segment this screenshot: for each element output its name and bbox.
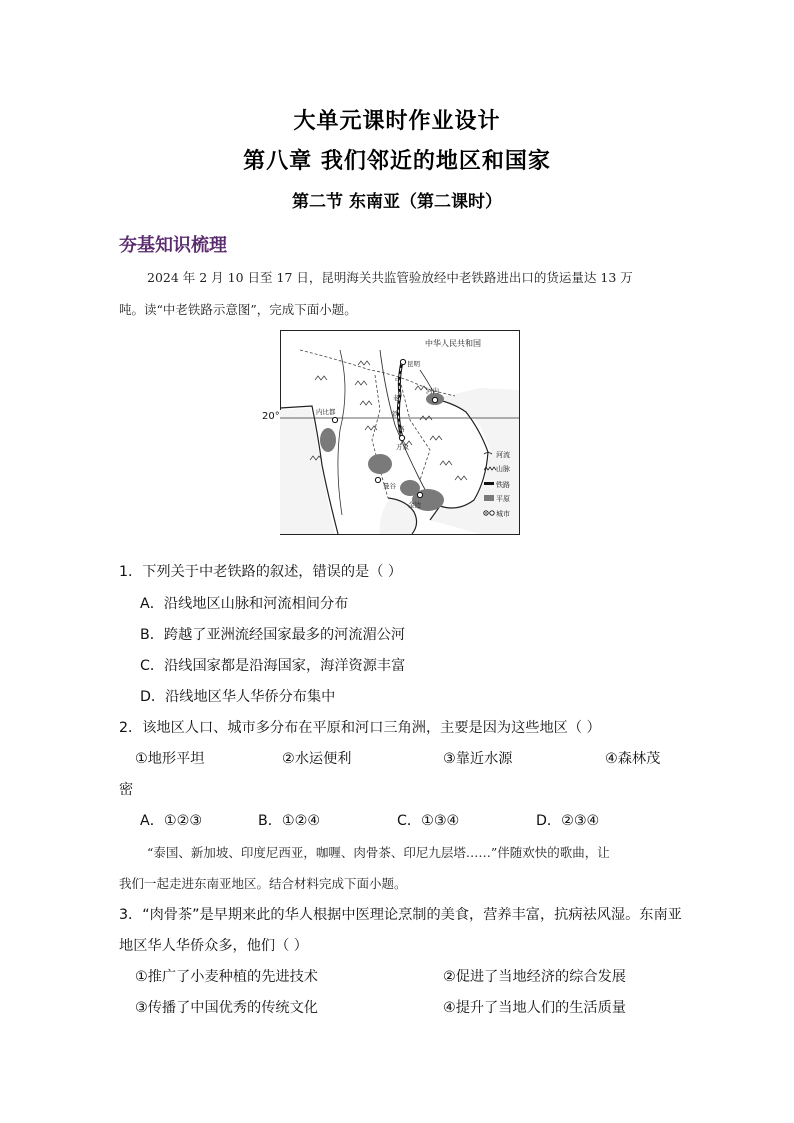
q2-item-3: ③靠近水源 (443, 751, 513, 767)
q3-stem-line-1: 3．“肉骨茶”是早期来此的华人根据中医理论烹制的美食，营养丰富，抗病祛风湿。东南亚 (119, 907, 682, 923)
map-latitude-text: 20° (262, 411, 280, 422)
intro-paragraph-1-line-2: 吨。读“中老铁路示意图”，完成下面小题。 (119, 302, 357, 317)
q1-option-b: B．跨越了亚洲流经国家最多的河流湄公河 (140, 627, 406, 643)
legend-city: 城市 (496, 510, 510, 518)
section-heading: 夯基知识梳理 (119, 235, 227, 256)
plain-irrawaddy (320, 428, 336, 452)
section-title: 第二节 东南亚（第二课时） (292, 192, 502, 212)
q1-option-a: A．沿线地区山脉和河流相间分布 (140, 596, 349, 612)
map-country-label: 中华人民共和国 (425, 339, 481, 348)
city-phnom-penh (417, 492, 422, 497)
q3-item-4: ④提升了当地人们的生活质量 (443, 1000, 626, 1016)
q3-item-3: ③传播了中国优秀的传统文化 (135, 1000, 318, 1016)
city-vientiane (399, 435, 404, 440)
intro-paragraph-1-line-1: 2024 年 2 月 10 日至 17 日，昆明海关共监管验放经中老铁路进出口的货运量达 13 万 (147, 270, 633, 285)
q2-item-4: ④森林茂 (605, 751, 661, 767)
city-label-phnom-penh: 金边 (408, 501, 421, 509)
q3-item-1: ①推广了小麦种植的先进技术 (135, 969, 318, 985)
city-label-kunming: 昆明 (407, 360, 420, 368)
q2-item-2: ②水运便利 (282, 751, 352, 767)
document-title: 大单元课时作业设计 (293, 109, 501, 134)
plain-cambodia (400, 480, 420, 496)
city-kunming (400, 359, 405, 364)
city-label-hanoi: 河内 (426, 387, 439, 395)
city-label-naypyidaw: 内比都 (316, 408, 336, 416)
q3-stem-line-2: 地区华人华侨众多，他们（ ） (119, 938, 308, 954)
city-bangkok (375, 477, 380, 482)
legend-railway-symbol (484, 482, 494, 485)
plain-chao-phraya (368, 454, 392, 474)
railway-char-4: 路 (398, 425, 405, 433)
legend-railway: 铁路 (496, 481, 510, 489)
q1-option-d: D．沿线地区华人华侨分布集中 (140, 689, 336, 705)
legend-mountain: 山脉 (496, 465, 510, 473)
legend-river: 河流 (496, 451, 510, 459)
legend-city-symbol-2 (490, 511, 494, 515)
railway-char-3: 铁 (392, 410, 399, 418)
q2-choice-b: B．①②④ (258, 813, 321, 829)
q2-choice-a: A．①②③ (140, 813, 203, 829)
railway-char-1: 中 (395, 376, 402, 384)
legend-plain: 平原 (496, 495, 510, 503)
q3-item-2: ②促进了当地经济的综合发展 (443, 969, 626, 985)
china-laos-railway-map (280, 330, 520, 535)
city-naypyidaw (332, 417, 337, 422)
q2-item-4-wrap: 密 (119, 782, 134, 798)
q1-option-c: C．沿线国家都是沿海国家，海洋资源丰富 (140, 658, 406, 674)
railway-char-2: 老 (393, 394, 400, 402)
chapter-title: 第八章 我们邻近的地区和国家 (243, 149, 551, 174)
city-label-bangkok: 曼谷 (383, 482, 396, 490)
q2-item-1: ①地形平坦 (135, 751, 205, 767)
city-label-vientiane: 万象 (396, 443, 409, 451)
intro-paragraph-2-line-1: “泰国、新加坡、印度尼西亚，咖喱、肉骨茶、印尼九层塔……”伴随欢快的歌曲，让 (147, 845, 610, 860)
q2-choice-d: D．②③④ (536, 813, 600, 829)
intro-paragraph-2-line-2: 我们一起走进东南亚地区。结合材料完成下面小题。 (119, 876, 407, 891)
q2-choice-c: C．①③④ (397, 813, 460, 829)
q1-stem: 1．下列关于中老铁路的叙述，错误的是（ ） (119, 564, 403, 580)
legend-plain-symbol (484, 495, 494, 501)
city-hanoi (432, 397, 437, 402)
q2-stem: 2．该地区人口、城市多分布在平原和河口三角洲，主要是因为这些地区（ ） (119, 720, 601, 736)
